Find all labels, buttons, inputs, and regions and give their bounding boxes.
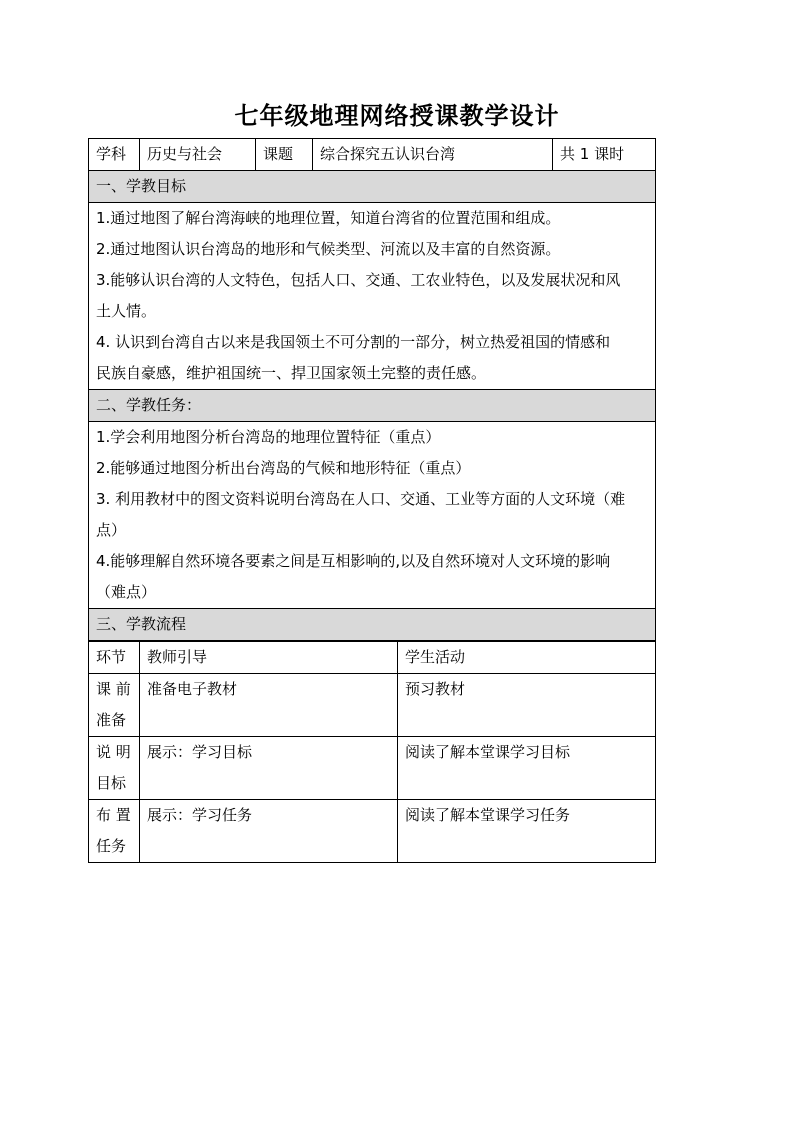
stage-label: 目标 (96, 773, 127, 792)
task-line: （难点） (96, 583, 157, 601)
task-line: 4.能够理解自然环境各要素之间是互相影响的,以及自然环境对人文环境的影响 (96, 552, 611, 570)
teacher-cell: 准备电子教材 (140, 673, 398, 736)
student-cell: 阅读了解本堂课学习目标 (398, 736, 656, 799)
task-line: 2.能够通过地图分析出台湾岛的气候和地形特征（重点） (96, 459, 471, 477)
stage-label: 课 前 (96, 679, 131, 698)
objectives-content (89, 203, 656, 390)
stage-label: 任务 (96, 836, 127, 855)
objective-line: 民族自豪感，维护祖国统一、捍卫国家领土完整的责任感。 (96, 364, 487, 382)
column-header-student: 学生活动 (398, 641, 656, 673)
objectives-content-row (89, 203, 656, 390)
objective-line: 1.通过地图了解台湾海峡的地理位置，知道台湾省的位置范围和组成。 (96, 209, 561, 227)
objective-line: 2.通过地图认识台湾岛的地形和气候类型、河流以及丰富的自然资源。 (96, 240, 561, 258)
column-header-teacher: 教师引导 (140, 641, 398, 673)
task-line: 点） (96, 521, 127, 539)
student-cell: 阅读了解本堂课学习任务 (398, 799, 656, 862)
teacher-cell: 展示：学习目标 (140, 736, 398, 799)
page-title: 七年级地理网络授课教学设计 (234, 101, 560, 130)
subject-label: 学科 (89, 139, 140, 171)
stage-label: 说 明 (96, 742, 131, 761)
topic-value: 综合探究五认识台湾 (313, 139, 553, 171)
flow-heading-row (89, 609, 656, 641)
objectives-heading: 一、学教目标 (89, 171, 656, 203)
tasks-content-row (89, 422, 656, 609)
subject-value: 历史与社会 (140, 139, 256, 171)
topic-label: 课题 (256, 139, 313, 171)
hours-value: 共 1 课时 (553, 139, 656, 171)
task-line: 1.学会利用地图分析台湾岛的地理位置特征（重点） (96, 428, 441, 446)
flow-column-header-row (89, 641, 656, 673)
tasks-heading-row (89, 390, 656, 422)
task-line: 3. 利用教材中的图文资料说明台湾岛在人口、交通、工业等方面的人文环境（难 (96, 490, 626, 508)
objective-line: 土人情。 (96, 302, 157, 320)
objective-line: 4. 认识到台湾自古以来是我国领土不可分割的一部分，树立热爱祖国的情感和 (96, 333, 611, 351)
flow-row (89, 673, 656, 736)
flow-row (89, 736, 656, 799)
flow-table (88, 641, 656, 863)
stage-cell (89, 673, 140, 736)
column-header-stage: 环节 (89, 641, 140, 673)
stage-label: 准备 (96, 710, 127, 729)
tasks-heading: 二、学教任务： (89, 390, 656, 422)
stage-cell (89, 736, 140, 799)
objective-line: 3.能够认识台湾的人文特色，包括人口、交通、工农业特色，以及发展状况和风 (96, 271, 621, 289)
teacher-cell: 展示：学习任务 (140, 799, 398, 862)
flow-row (89, 799, 656, 862)
stage-cell (89, 799, 140, 862)
student-cell: 预习教材 (398, 673, 656, 736)
objectives-heading-row (89, 171, 656, 203)
flow-heading: 三、学教流程 (89, 609, 656, 641)
tasks-content (89, 422, 656, 609)
stage-label: 布 置 (96, 805, 131, 824)
header-row (89, 139, 656, 171)
